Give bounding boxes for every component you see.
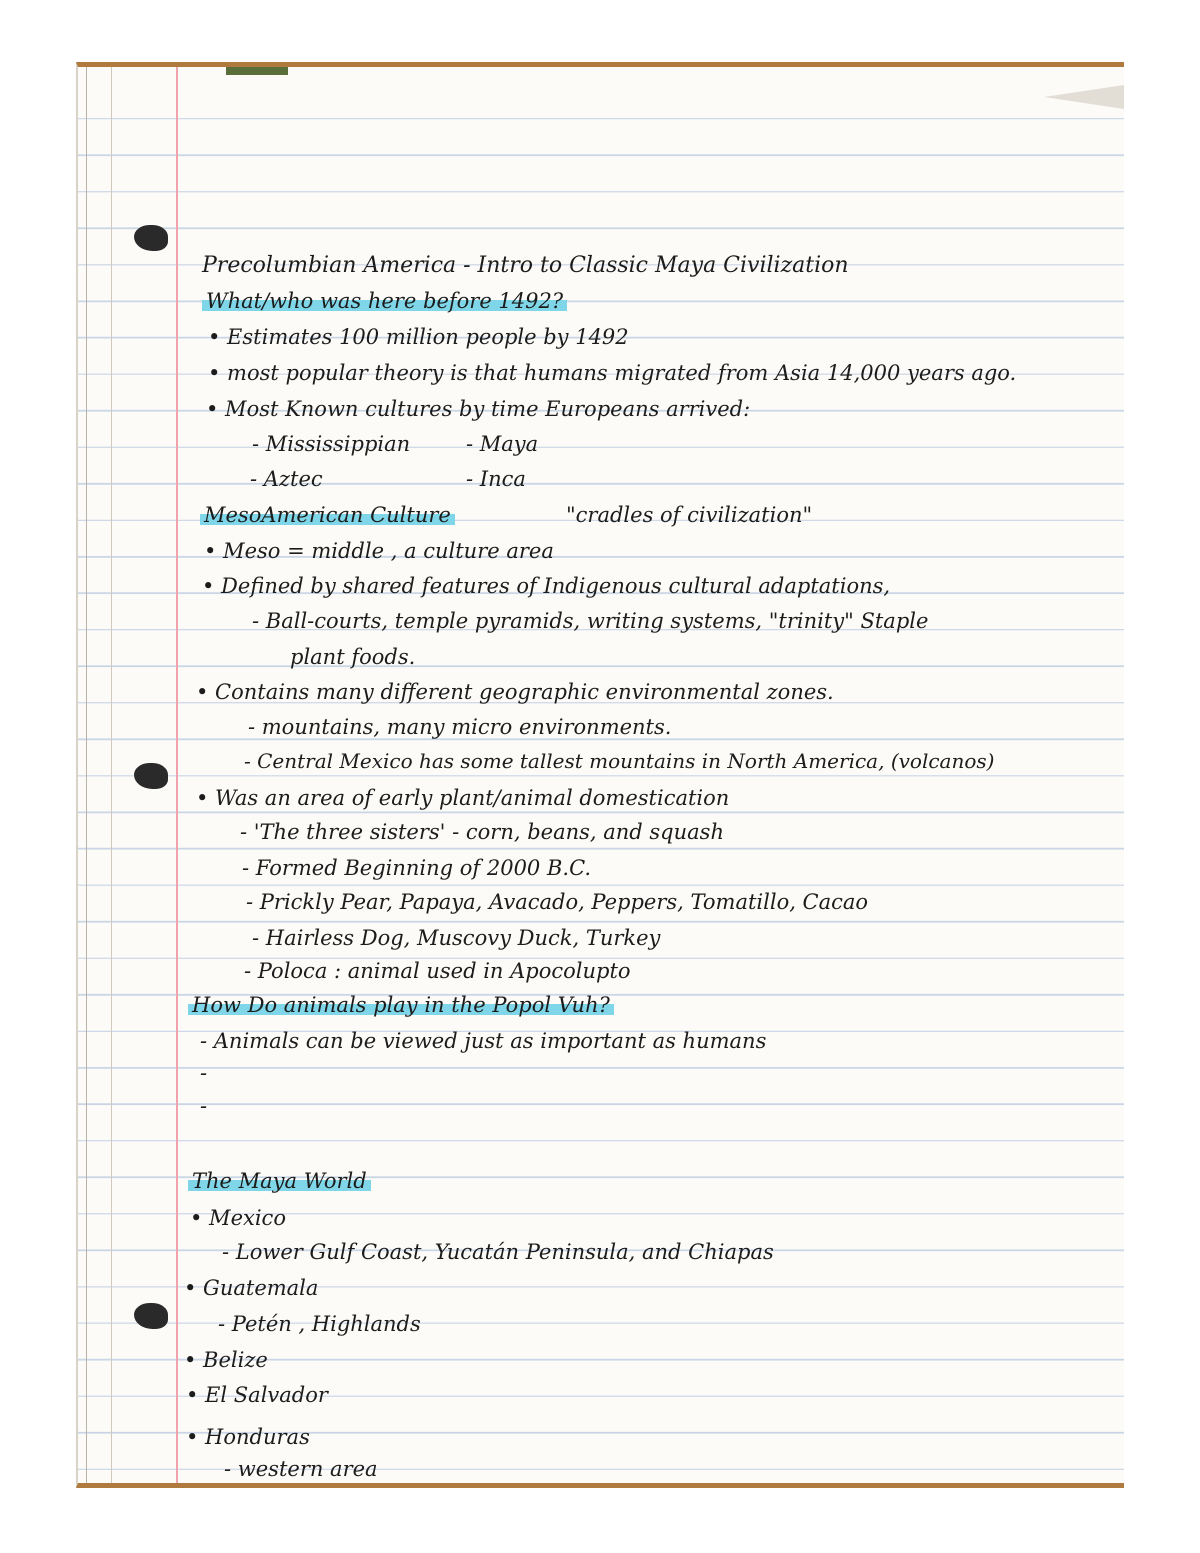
heading-mesoamerican-culture (200, 502, 455, 528)
note-line: - 'The three sisters' - corn, beans, and squash (240, 820, 724, 844)
note-line: • Most Known cultures by time Europeans arrived: (206, 397, 751, 421)
note-line: - Formed Beginning of 2000 B.C. (242, 856, 592, 880)
note-line: • Defined by shared features of Indigenous cultural adaptations, (202, 574, 891, 598)
note-line: • Guatemala (184, 1276, 319, 1300)
note-line: • Was an area of early plant/animal domestication (196, 786, 730, 810)
note-line: - Animals can be viewed just as important as humans (200, 1029, 767, 1053)
note-line: - Maya (466, 432, 539, 456)
note-line: - Petén , Highlands (218, 1312, 421, 1336)
note-line: - Central Mexico has some tallest mountains in North America, (volcanos) (244, 749, 995, 773)
note-line: "cradles of civilization" (566, 503, 813, 527)
heading-before-1492-text: What/who was here before 1492? (202, 289, 567, 313)
note-line: • Mexico (190, 1206, 286, 1230)
note-line: • Contains many different geographic environmental zones. (196, 680, 834, 704)
heading-popol-vuh (188, 992, 614, 1018)
note-line: - western area (224, 1457, 378, 1481)
heading-maya-world (188, 1168, 371, 1194)
note-line: - (200, 1094, 208, 1118)
note-line: • El Salvador (186, 1383, 328, 1407)
note-line: - (200, 1061, 208, 1085)
heading-maya-world-text: The Maya World (188, 1169, 371, 1193)
note-line: • Meso = middle , a culture area (204, 539, 554, 563)
page-title: Precolumbian America - Intro to Classic Maya Civilization (202, 253, 849, 278)
heading-before-1492 (202, 288, 567, 314)
note-line: - Mississippian (252, 432, 411, 456)
note-line: - mountains, many micro environments. (248, 715, 672, 739)
note-line: - Lower Gulf Coast, Yucatán Peninsula, and Chiapas (222, 1240, 774, 1264)
note-line: • Belize (184, 1348, 268, 1372)
note-line: - Ball-courts, temple pyramids, writing systems, "trinity" Staple (252, 609, 929, 633)
note-line: • most popular theory is that humans migrated from Asia 14,000 years ago. (208, 361, 1017, 385)
heading-mesoamerican-culture-text: MesoAmerican Culture (200, 503, 455, 527)
note-line: plant foods. (290, 645, 416, 669)
note-line: - Inca (466, 467, 526, 491)
note-line: - Poloca : animal used in Apocolupto (244, 959, 631, 983)
note-line: • Estimates 100 million people by 1492 (208, 325, 629, 349)
note-line: - Prickly Pear, Papaya, Avacado, Peppers, Tomatillo, Cacao (246, 890, 869, 914)
note-line: • Honduras (186, 1425, 310, 1449)
heading-popol-vuh-text: How Do animals play in the Popol Vuh? (188, 993, 614, 1017)
note-line: - Aztec (250, 467, 323, 491)
note-line: - Hairless Dog, Muscovy Duck, Turkey (252, 926, 661, 950)
